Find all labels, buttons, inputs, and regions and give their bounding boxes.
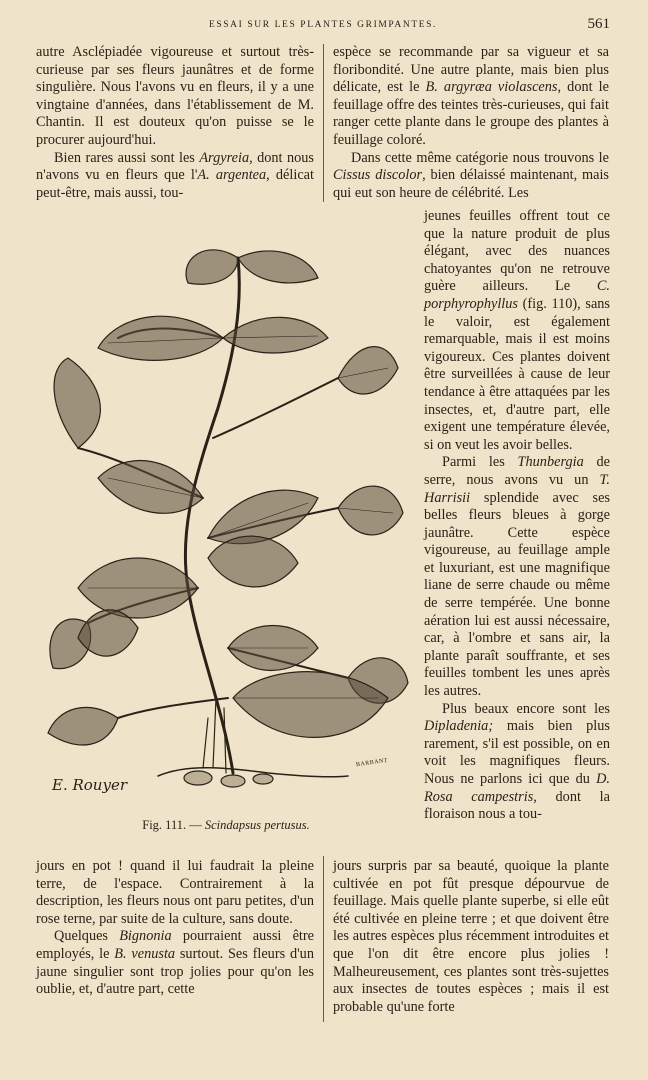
page-header — [36, 16, 610, 36]
right-column-top — [333, 44, 609, 202]
paragraph: autre Asclépiadée vigoureuse et surtout très-curieuse par ses fleurs jaunâtres et de forme singulière. Nous l'avons vu en fleurs, il y a une vingtaine d'années, dans l'établissement de M. Chantin. Il est douteux qu'on puisse se le procurer aujourd'hui. — [36, 44, 314, 148]
running-title: ESSAI SUR LES PLANTES GRIMPANTES. — [209, 20, 437, 30]
figure-caption — [38, 818, 414, 833]
paragraph: Dans cette même catégorie nous trouvons le Cissus discolor, bien délaissé maintenant, mais qui eut son heure de célébrité. Les — [333, 149, 609, 201]
column-divider-bottom — [323, 856, 324, 1022]
paragraph: jours surpris par sa beauté, quoique la plante cultivée en pot fût presque dépourvue de feuillage. Mais quelle plante superbe, si elle eût été cultivée en pleine terre ; et que doivent être les autres espèces plus récemment introduites et que l'on dit être encore plus jolies ! Malheureusement, ces plantes sont très-sujettes aux insectes de toutes espèces ; mais il est probable qu'une forte — [333, 858, 609, 1015]
plant-engraving-illustration — [38, 228, 414, 808]
paragraph: jours en pot ! quand il lui faudrait la pleine terre, de l'espace. Contrairement à la description, les fleurs nous ont paru petites, d'un rose terne, par suite de la culture, sans doute. — [36, 858, 314, 927]
paragraph: jeunes feuilles offrent tout ce que la nature produit de plus élégant, avec des nuances chatoyantes qu'on ne retrouve guère ailleurs. Le C. porphyrophyllus (fig. 110), sans le valoir, est également remarquable, mais il est moins vigoureux. Ces plantes doivent être surveillées à cause de leur tendance à être attaquées par les insectes, et, d'autre part, elle exigent une température élevée, si on veut les avoir belles. — [424, 208, 610, 453]
right-column-beside-figure — [424, 208, 610, 824]
paragraph: Bien rares aussi sont les Argyreia, dont nous n'avons vu en fleurs que l'A. argentea, délicat peut-être, mais aussi, tou- — [36, 149, 315, 201]
artist-signature: E. Rouyer — [52, 776, 127, 794]
paragraph: Plus beaux encore sont les Dipladenia; mais bien plus rarement, s'il est possible, on en voit les magnifiques fleurs. Nous ne parlons ici que du D. Rosa campestris, dont la floraison nous a tou- — [424, 700, 610, 823]
engraver-mark: BARBANT — [355, 757, 389, 769]
caption-number: Fig. 111. — — [142, 818, 205, 832]
paragraph: espèce se recommande par sa vigueur et sa floribondité. Une autre plante, mais bien plus délicate, est le B. argyræa violascens, dont le feuillage offre des teintes très-curieuses, qui fait ranger cette plante dans le groupe des plantes à feuillage coloré. — [333, 44, 609, 148]
column-divider-top — [323, 44, 324, 202]
left-column-top — [36, 44, 314, 202]
left-column-bottom — [36, 858, 314, 999]
right-column-bottom — [333, 858, 609, 1016]
caption-species: Scindapsus pertusus. — [204, 818, 310, 832]
paragraph: Parmi les Thunbergia de serre, nous avons vu un T. Harrisii splendide avec ses belles fleurs bleues à gorge jaunâtre. Cette espèce vigoureuse, au feuillage ample et luxuriant, est une magnifique liane de serre chaude ou même de serre tempérée. Une bonne aération lui est aussi nécessaire, car, à l'ombre et sans air, la plante paraît souffrante, et ses feuilles tombent les unes après les autres. — [424, 454, 610, 700]
page-number: 561 — [587, 16, 610, 32]
paragraph: Quelques Bignonia pourraient aussi être employés, le B. venusta surtout. Ses fleurs d'un jaune singulier sont trop jolies pour qu'on les oublie, et, d'autre part, cette — [36, 928, 314, 998]
